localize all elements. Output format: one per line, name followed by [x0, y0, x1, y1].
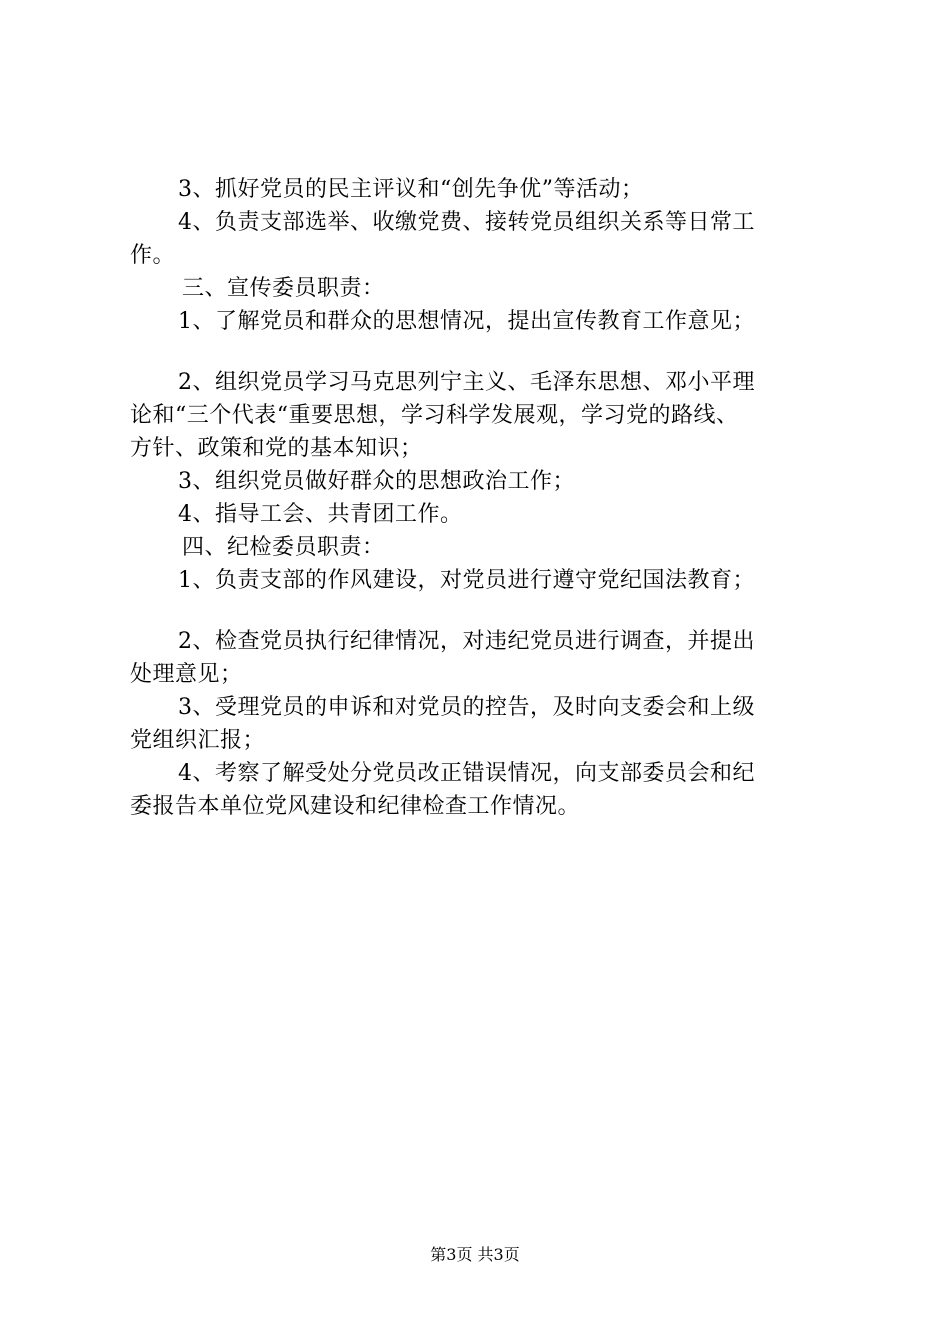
paragraph-line: 4、指导工会、共青团工作。 — [178, 502, 463, 527]
paragraph-line: 论和“三个代表“重要思想，学习科学发展观，学习党的路线、 — [130, 403, 739, 428]
paragraph-line: 3、受理党员的申诉和对党员的控告，及时向支委会和上级 — [178, 695, 755, 720]
paragraph-line: 1、负责支部的作风建设，对党员进行遵守党纪国法教育； — [178, 568, 755, 593]
paragraph-line: 3、组织党员做好群众的思想政治工作； — [178, 469, 575, 494]
paragraph-line: 3、抓好党员的民主评议和“创先争优”等活动； — [178, 177, 644, 202]
section-heading: 四、纪检委员职责： — [182, 535, 385, 560]
paragraph-gap — [130, 597, 840, 625]
paragraph-line: 处理意见； — [130, 662, 243, 687]
document-body — [130, 173, 840, 823]
paragraph-line: 4、负责支部选举、收缴党费、接转党员组织关系等日常工 — [178, 210, 755, 235]
paragraph-gap — [130, 338, 840, 366]
section-heading: 三、宣传委员职责： — [182, 276, 385, 301]
paragraph-line: 4、考察了解受处分党员改正错误情况，向支部委员会和纪 — [178, 761, 755, 786]
paragraph-line: 方针、政策和党的基本知识； — [130, 436, 423, 461]
paragraph-line: 作。 — [130, 243, 176, 268]
paragraph-line: 2、检查党员执行纪律情况，对违纪党员进行调查，并提出 — [178, 629, 755, 654]
paragraph-line: 1、了解党员和群众的思想情况，提出宣传教育工作意见； — [178, 309, 755, 334]
paragraph-line: 委报告本单位党风建设和纪律检查工作情况。 — [130, 794, 581, 819]
paragraph-line: 党组织汇报； — [130, 728, 266, 753]
page-number-footer: 第3页 共3页 — [430, 1245, 520, 1264]
paragraph-line: 2、组织党员学习马克思列宁主义、毛泽东思想、邓小平理 — [178, 370, 755, 395]
